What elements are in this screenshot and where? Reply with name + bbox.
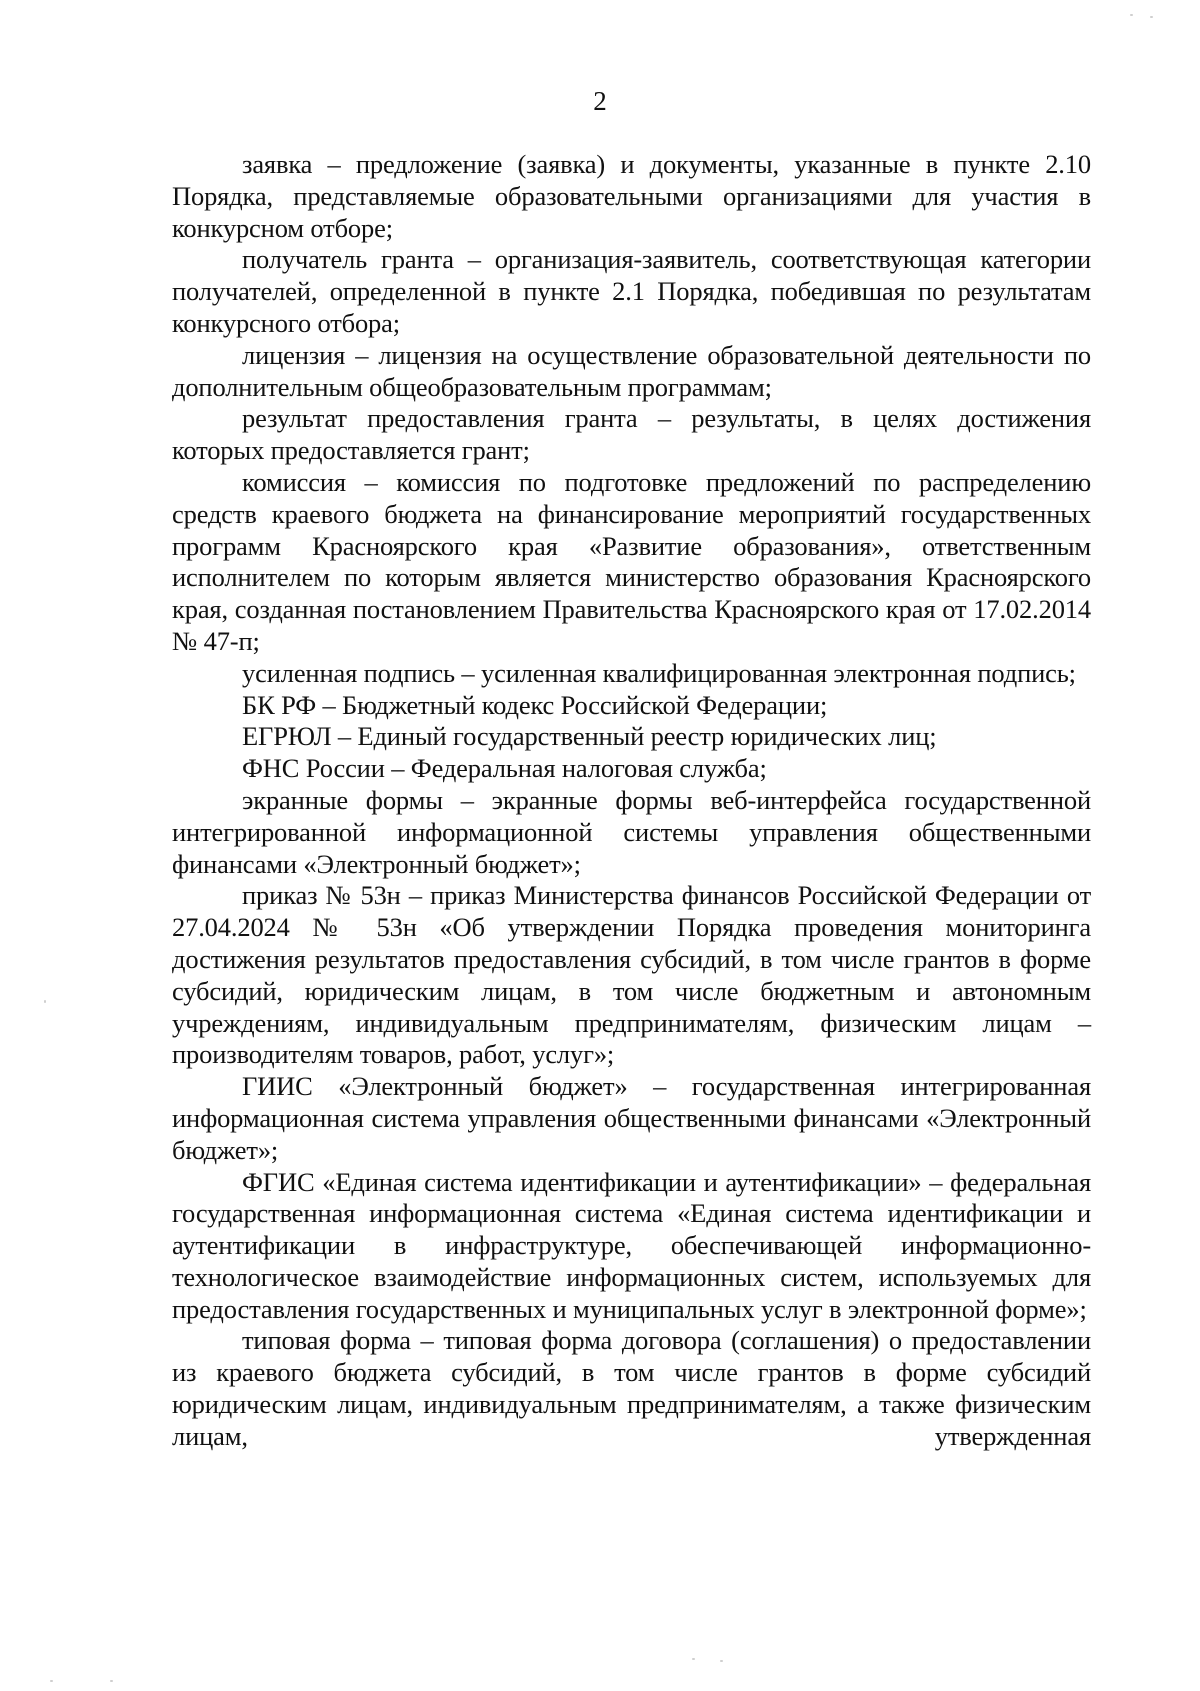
- paragraph-ekrannye-formy: экранные формы – экранные формы веб-интерфейса государственной интегрированной информационной системы управления общественными финансами «Электронный бюджет»;: [172, 784, 1091, 879]
- paragraph-komissiya: комиссия – комиссия по подготовке предложений по распределению средств краевого бюджета на финансирование мероприятий государственных программ Красноярского края «Развитие образования», ответственным исполнителем по которым является министерство образования Красноярского края, созданная постановлением Правительства Красноярского края от 17.02.2014 № 47-п;: [172, 466, 1091, 656]
- paragraph-egryul: ЕГРЮЛ – Единый государственный реестр юридических лиц;: [242, 721, 937, 752]
- paragraph-fns: ФНС России – Федеральная налоговая служба;: [242, 753, 767, 784]
- paragraph-rezultat: результат предоставления гранта – результаты, в целях достижения которых предоставляется грант;: [172, 403, 1091, 466]
- page-number: 2: [593, 86, 607, 116]
- scan-speck: [44, 1000, 46, 1003]
- scan-speck: [692, 1658, 695, 1660]
- scan-speck: [1150, 16, 1153, 18]
- scan-speck: [50, 1680, 53, 1682]
- paragraph-giis: ГИИС «Электронный бюджет» – государственная интегрированная информационная система управления общественными финансами «Электронный бюджет»;: [172, 1071, 1091, 1165]
- paragraph-bk-rf: БК РФ – Бюджетный кодекс Российской Федерации;: [242, 689, 828, 720]
- paragraph-usilennaya-podpis: усиленная подпись – усиленная квалифицированная электронная подпись;: [242, 657, 1076, 688]
- paragraph-tipovaya-forma: типовая форма – типовая форма договора (соглашения) о предоставлении из краевого бюджета субсидий, в том числе грантов в форме субсидий юридическим лицам, индивидуальным предпринимателям, а также физическим лицам, утвержденная: [172, 1325, 1091, 1451]
- paragraph-litsenziya: лицензия – лицензия на осуществление образовательной деятельности по дополнительным общеобразовательным программам;: [172, 339, 1091, 402]
- paragraph-fgis: ФГИС «Единая система идентификации и аутентификации» – федеральная государственная информационная система «Единая система идентификации и аутентификации в инфраструктуре, обеспечивающей информационно-технологическое взаимодействие информационных систем, используемых для предоставления государственных и муниципальных услуг в электронной форме»;: [172, 1166, 1091, 1324]
- paragraph-poluchatel-granta: получатель гранта – организация-заявитель, соответствующая категории получателей, определенной в пункте 2.1 Порядка, победившая по результатам конкурсного отбора;: [172, 244, 1091, 338]
- scan-speck: [110, 1680, 113, 1682]
- paragraph-zayavka: заявка – предложение (заявка) и документы, указанные в пункте 2.10 Порядка, представляемые образовательными организациями для участия в конкурсном отборе;: [172, 149, 1091, 243]
- paragraph-prikaz-53n: приказ № 53н – приказ Министерства финансов Российской Федерации от 27.04.2024 № 53н «Об утверждении Порядка проведения мониторинга достижения результатов предоставления субсидий, в том числе грантов в форме субсидий, юридическим лицам, в том числе бюджетным и автономным учреждениям, индивидуальным предпринимателям, физическим лицам – производителям товаров, работ, услуг»;: [172, 880, 1091, 1070]
- document-body: [172, 149, 1091, 1453]
- scan-speck: [1130, 14, 1133, 16]
- scan-speck: [720, 1660, 723, 1662]
